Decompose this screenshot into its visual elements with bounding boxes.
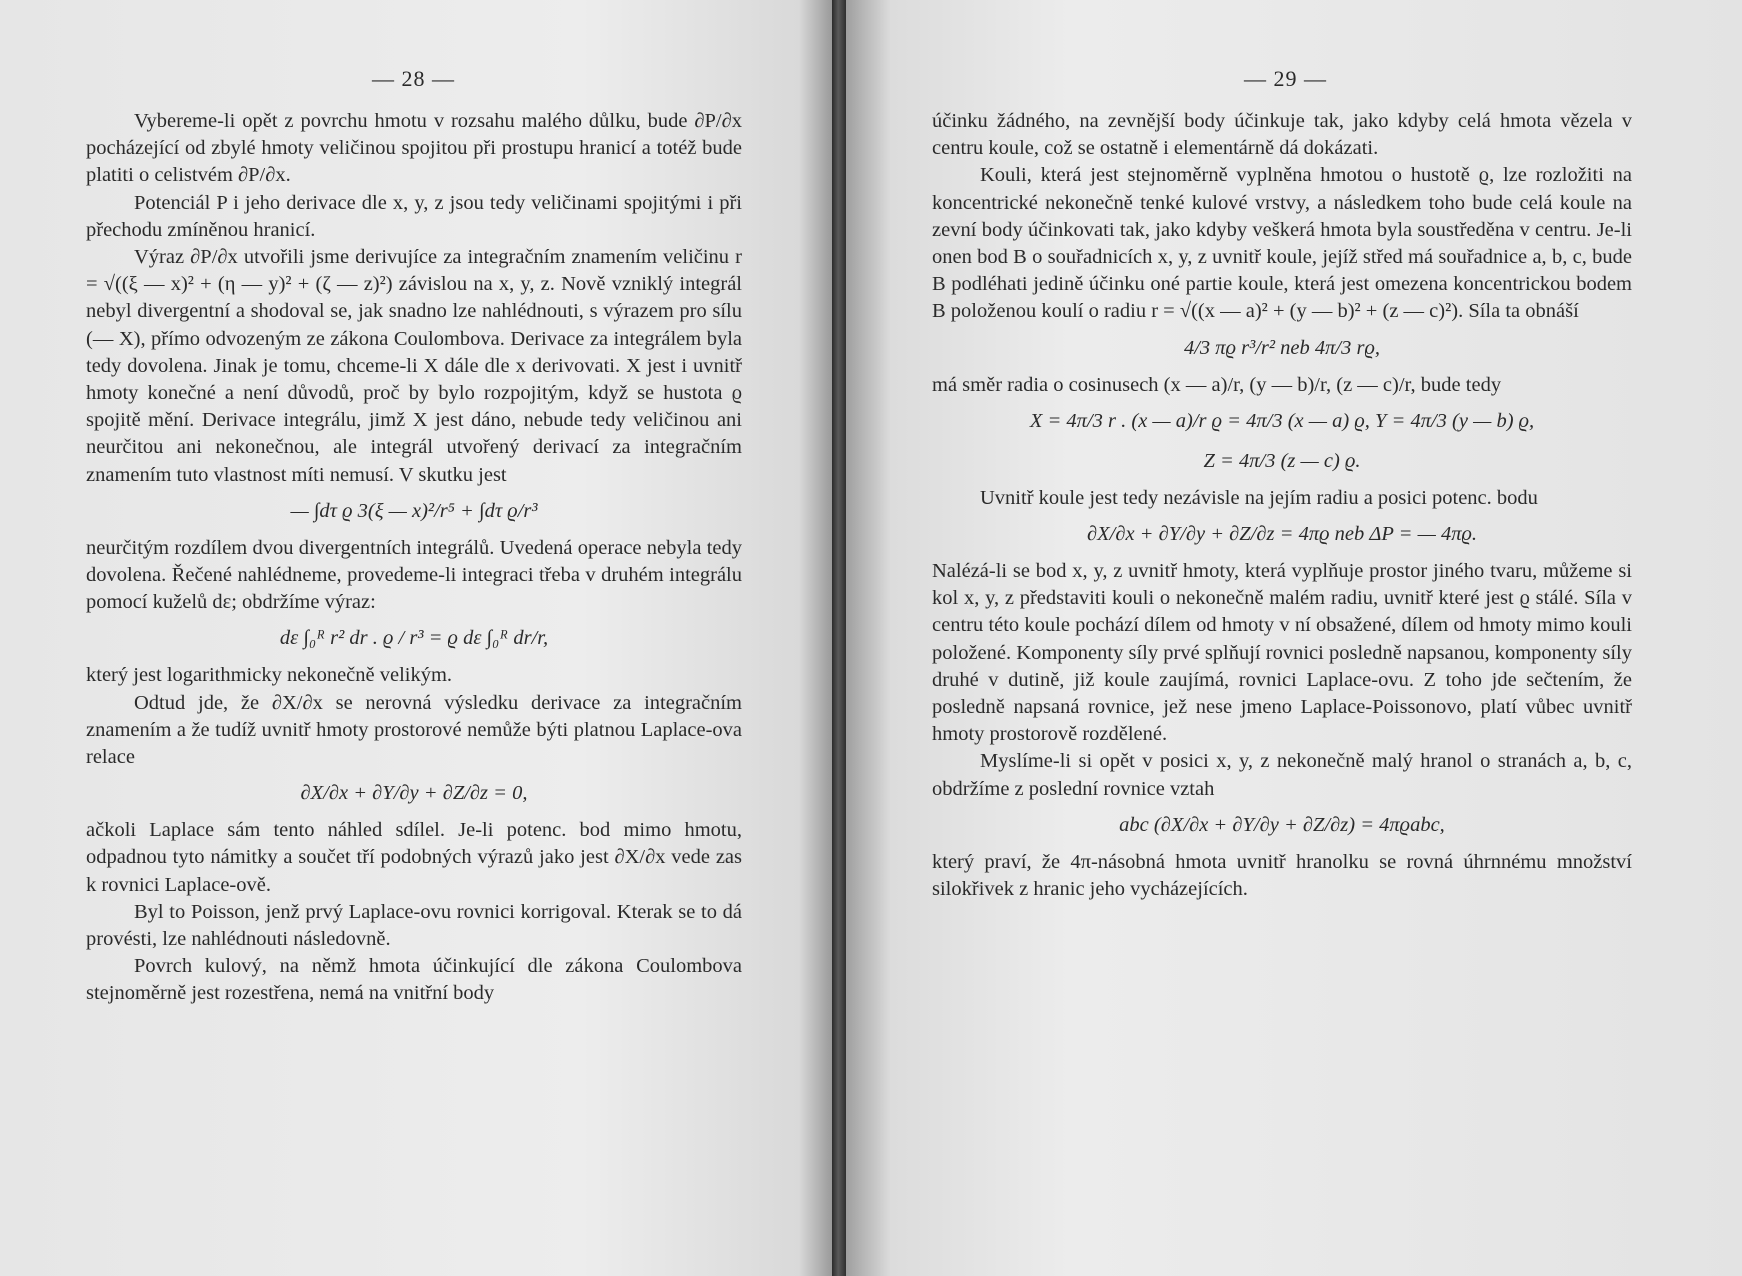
paragraph: ačkoli Laplace sám tento náhled sdílel. Je-li potenc. bod mimo hmotu, odpadnou tyto námitky a součet tří podobných výrazů jako jest ∂X/∂x vede zas k rovnici Laplace-ově. (86, 819, 742, 896)
paragraph: Myslíme-li si opět v posici x, y, z nekonečně malý hranol o stranách a, b, c, obdržíme z poslední rovnice vztah (932, 750, 1632, 800)
paragraph: Vybereme-li opět z povrchu hmotu v rozsahu malého důlku, bude ∂P/∂x pocházející od zbylé hmoty veličinou spojitou při prostupu hranicí a totéž bude platiti o celistvém ∂P/∂x. (86, 110, 742, 187)
paragraph: účinku žádného, na zevnější body účinkuje tak, jako kdyby celá hmota vězela v centru koule, což se ostatně i elementárně dá dokázati. (932, 110, 1632, 160)
equation: — ∫dτ ϱ 3(ξ — x)²/r⁵ + ∫dτ ϱ/r³ (290, 499, 538, 522)
paragraph: Byl to Poisson, jenž prvý Laplace-ovu rovnici korrigoval. Kterak se to dá provésti, lze nahlédnouti následovně. (86, 900, 742, 951)
paragraph: Potenciál P i jeho derivace dle x, y, z jsou tedy veličinami spojitými i při přechodu zmíněnou hranicí. (86, 191, 742, 241)
equation: ∂X/∂x + ∂Y/∂y + ∂Z/∂z = 0, (300, 782, 528, 805)
book-gutter (832, 0, 846, 1276)
right-page (846, 0, 1742, 1276)
paragraph: Výraz ∂P/∂x utvořili jsme derivujíce za integračním znamením veličinu r = √((ξ — x)² + (η — y)² + (ζ — z)²) závislou na x, y, z. Nově vzniklý integrál nebyl divergentní a shodoval se, jak snadno lze nahlédnouti, s výrazem pro sílu (— X), přímo odvozeným ze zákona Coulombova. Derivace za integrálem byla tedy dovolena. Jinak je tomu, chceme-li X dále dle x derivovati. X jest i uvnitř hmoty konečné a není důvodů, proč by bylo rozpojitým, když se hustota ϱ spojitě mění. Derivace integrálu, jimž X jest dáno, nebude tedy veličinou ani neurčitou ani nekonečnou, ale integrál utvořený derivací za integračním znamením tuto vlastnost míti nemusí. V skutku jest (86, 246, 742, 486)
page-number: — 29 — (1244, 66, 1327, 91)
equation: abc (∂X/∂x + ∂Y/∂y + ∂Z/∂z) = 4πϱabc, (1119, 813, 1445, 836)
paragraph: Povrch kulový, na němž hmota účinkující dle zákona Coulombova stejnoměrně jest rozestřena, nemá na vnitřní body (86, 955, 742, 1005)
paragraph: Uvnitř koule jest tedy nezávisle na jejím radiu a posici potenc. bodu (980, 486, 1538, 509)
paragraph: má směr radia o cosinusech (x — a)/r, (y — b)/r, (z — c)/r, bude tedy (932, 373, 1502, 396)
equation: 4/3 πϱ r³/r² neb 4π/3 rϱ, (1183, 336, 1380, 359)
paragraph: který jest logarithmicky nekonečně velikým. (86, 664, 453, 687)
paragraph: který praví, že 4π-násobná hmota uvnitř hranolku se rovná úhrnnému množství silokřivek z hranic jeho vycházejících. (932, 850, 1632, 901)
page-body (86, 108, 742, 1008)
left-page (0, 0, 832, 1276)
page-number: — 28 — (372, 66, 455, 91)
page-body (932, 108, 1632, 903)
equation: Z = 4π/3 (z — c) ϱ. (1203, 449, 1361, 472)
equation: dε ∫₀ᴿ r² dr . ϱ / r³ = ϱ dε ∫₀ᴿ dr/r, (279, 627, 549, 650)
equation: X = 4π/3 r . (x — a)/r ϱ = 4π/3 (x — a) ϱ, Y = 4π/3 (y — b) ϱ, (1029, 409, 1535, 432)
paragraph: neurčitým rozdílem dvou divergentních integrálů. Uvedená operace nebyla tedy dovolena. Řečené nahlédneme, provedeme-li integraci třeba v druhém integrálu pomocí kuželů dε; obdržíme výraz: (86, 536, 742, 614)
paragraph: Kouli, která jest stejnoměrně vyplněna hmotou o hustotě ϱ, lze rozložiti na koncentrické nekonečně tenké kulové vrstvy, a následkem toho bude celá koule na zevní body účinkovati tak, jako kdyby veškerá hmota byla soustředěna v centru. Je-li onen bod B o souřadnicích x, y, z uvnitř koule, jejíž střed má souřadnice a, b, c, bude B podléhati jedině účinku oné partie koule, která jest omezena koncentrickou bodem B položenou koulí o radiu r = √((x — a)² + (y — b)² + (z — c)²). Síla ta obnáší (932, 164, 1632, 323)
paragraph: Odtud jde, že ∂X/∂x se nerovná výsledku derivace za integračním znamením a že tudíž uvnitř hmoty prostorové nemůže býti platnou Laplace-ova relace (86, 691, 742, 769)
paragraph: Nalézá-li se bod x, y, z uvnitř hmoty, která vyplňuje prostor jiného tvaru, můžeme si kol x, y, z představiti kouli o nekonečně malém radiu, uvnitř které jest ϱ stálé. Síla v centru této koule pochází dílem od hmoty v ní obsažené, dílem od hmoty mimo kouli položené. Komponenty síly prvé splňují rovnici posledně napsanou, komponenty síly druhé v dutině, již koule zaujímá, rovnici Laplace-ovu. Z toho jde sečtením, že posledně napsaná rovnice, jež nese jmeno Laplace-Poissonovo, platí vůbec uvnitř hmoty prostorově rozdělené. (932, 560, 1632, 746)
equation: ∂X/∂x + ∂Y/∂y + ∂Z/∂z = 4πϱ neb ΔP = — 4πϱ. (1086, 523, 1478, 546)
